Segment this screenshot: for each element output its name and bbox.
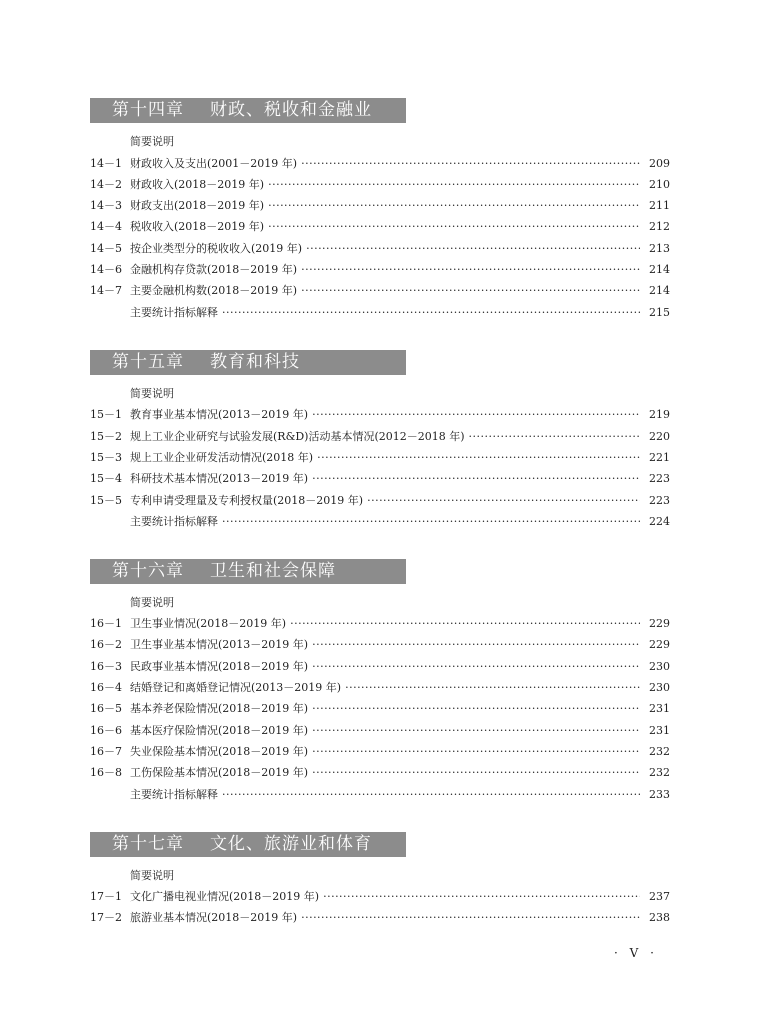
entry-page: 212 (644, 218, 670, 236)
chapter-title: 教育和科技 (210, 352, 300, 372)
entry-title: 民政事业基本情况(2018－2019 年) ····· (130, 658, 640, 676)
toc-entry-glossary[interactable] (90, 513, 670, 531)
toc-entry-glossary[interactable] (90, 786, 670, 804)
entry-title: 金融机构存贷款(2018－2019 年) ····· (130, 261, 640, 279)
chapter-title: 文化、旅游业和体育 (210, 834, 372, 854)
entry-page: 209 (644, 155, 670, 173)
toc-entry[interactable] (90, 218, 670, 236)
entry-title: 卫生事业情况(2018－2019 年) ····· (130, 615, 640, 633)
entry-title: 主要统计指标解释 ····· (130, 513, 640, 531)
chapter-number: 第十六章 (112, 561, 184, 581)
entry-number: 14－5 (90, 242, 122, 255)
entry-number: 16－6 (90, 724, 122, 737)
chapter-header (90, 559, 406, 584)
entry-page: 210 (644, 176, 670, 194)
entry-number: 14－3 (90, 199, 122, 212)
entry-title: 科研技术基本情况(2013－2019 年) ····· (130, 470, 640, 488)
chapter-intro-link[interactable]: 简要说明 (130, 596, 174, 609)
toc-entry[interactable] (90, 155, 670, 173)
entry-title: 主要统计指标解释 ····· (130, 786, 640, 804)
entry-page: 220 (644, 428, 670, 446)
toc-entry[interactable] (90, 615, 670, 633)
chapter-title: 财政、税收和金融业 (210, 100, 372, 120)
entry-page: 237 (644, 888, 670, 906)
toc-entry-glossary[interactable] (90, 304, 670, 322)
entry-page: 229 (644, 615, 670, 633)
entry-title: 教育事业基本情况(2013－2019 年) ····· (130, 406, 640, 424)
entry-title: 文化广播电视业情况(2018－2019 年) ····· (130, 888, 640, 906)
entry-title: 旅游业基本情况(2018－2019 年) ····· (130, 909, 640, 927)
toc-entry[interactable] (90, 197, 670, 215)
entry-number: 16－1 (90, 617, 122, 630)
entry-title: 主要金融机构数(2018－2019 年) ····· (130, 282, 640, 300)
entry-number: 16－2 (90, 638, 122, 651)
toc-entry[interactable] (90, 909, 670, 927)
toc-entry[interactable] (90, 764, 670, 782)
entry-number: 14－1 (90, 157, 122, 170)
toc-entry[interactable] (90, 700, 670, 718)
entry-title: 基本医疗保险情况(2018－2019 年) ····· (130, 722, 640, 740)
entry-page: 230 (644, 679, 670, 697)
toc-entry[interactable] (90, 428, 670, 446)
entry-page: 215 (644, 304, 670, 322)
chapter-header (90, 832, 406, 857)
entry-page: 219 (644, 406, 670, 424)
chapter-header (90, 350, 406, 375)
entry-page: 231 (644, 722, 670, 740)
entry-number: 14－4 (90, 220, 122, 233)
entry-page: 223 (644, 470, 670, 488)
toc-entry[interactable] (90, 492, 670, 510)
entry-title: 税收收入(2018－2019 年) ····· (130, 218, 640, 236)
entry-number: 15－4 (90, 472, 122, 485)
entry-title: 专利申请受理量及专利授权量(2018－2019 年) ····· (130, 492, 640, 510)
chapter-intro-link[interactable]: 简要说明 (130, 135, 174, 148)
entry-title: 卫生事业基本情况(2013－2019 年) ····· (130, 636, 640, 654)
entry-number: 16－3 (90, 660, 122, 673)
entry-number: 17－1 (90, 890, 122, 903)
entry-page: 231 (644, 700, 670, 718)
entry-number: 16－5 (90, 702, 122, 715)
toc-entry[interactable] (90, 888, 670, 906)
entry-number: 16－4 (90, 681, 122, 694)
entry-title: 失业保险基本情况(2018－2019 年) ····· (130, 743, 640, 761)
entry-title: 财政收入(2018－2019 年) ····· (130, 176, 640, 194)
entry-page: 230 (644, 658, 670, 676)
entry-number: 14－7 (90, 284, 122, 297)
chapter-header (90, 98, 406, 123)
toc-entry[interactable] (90, 282, 670, 300)
entry-title: 规上工业企业研发活动情况(2018 年) ····· (130, 449, 640, 467)
toc-entry[interactable] (90, 743, 670, 761)
entry-title: 结婚登记和离婚登记情况(2013－2019 年) ····· (130, 679, 640, 697)
entry-page: 214 (644, 261, 670, 279)
entry-page: 232 (644, 764, 670, 782)
entry-number: 15－3 (90, 451, 122, 464)
entry-page: 232 (644, 743, 670, 761)
page-number: · V · (614, 946, 658, 960)
entry-page: 238 (644, 909, 670, 927)
entry-page: 229 (644, 636, 670, 654)
entry-number: 17－2 (90, 911, 122, 924)
entry-number: 14－2 (90, 178, 122, 191)
chapter-title: 卫生和社会保障 (210, 561, 336, 581)
entry-title: 财政支出(2018－2019 年) ····· (130, 197, 640, 215)
entry-page: 214 (644, 282, 670, 300)
entry-page: 233 (644, 786, 670, 804)
toc-entry[interactable] (90, 240, 670, 258)
chapter-intro-link[interactable]: 简要说明 (130, 387, 174, 400)
entry-page: 223 (644, 492, 670, 510)
toc-entry[interactable] (90, 636, 670, 654)
entry-number: 16－8 (90, 766, 122, 779)
toc-entry[interactable] (90, 722, 670, 740)
entry-title: 主要统计指标解释 ····· (130, 304, 640, 322)
toc-entry[interactable] (90, 176, 670, 194)
entry-title: 财政收入及支出(2001－2019 年) ····· (130, 155, 640, 173)
entry-title: 按企业类型分的税收收入(2019 年) ····· (130, 240, 640, 258)
toc-entry[interactable] (90, 658, 670, 676)
toc-entry[interactable] (90, 261, 670, 279)
entry-title: 规上工业企业研究与试验发展(R&D)活动基本情况(2012－2018 年) ····· (130, 428, 640, 446)
toc-entry[interactable] (90, 449, 670, 467)
entry-number: 15－5 (90, 494, 122, 507)
chapter-number: 第十四章 (112, 100, 184, 120)
entry-title: 工伤保险基本情况(2018－2019 年) ····· (130, 764, 640, 782)
entry-number: 16－7 (90, 745, 122, 758)
toc-entry[interactable] (90, 679, 670, 697)
entry-number: 15－2 (90, 430, 122, 443)
chapter-number: 第十七章 (112, 834, 184, 854)
entry-page: 224 (644, 513, 670, 531)
entry-number: 15－1 (90, 408, 122, 421)
toc-entry[interactable] (90, 470, 670, 488)
chapter-number: 第十五章 (112, 352, 184, 372)
entry-title: 基本养老保险情况(2018－2019 年) ····· (130, 700, 640, 718)
entry-page: 213 (644, 240, 670, 258)
entry-number: 14－6 (90, 263, 122, 276)
chapter-intro-link[interactable]: 简要说明 (130, 869, 174, 882)
entry-page: 211 (644, 197, 670, 215)
entry-page: 221 (644, 449, 670, 467)
toc-entry[interactable] (90, 406, 670, 424)
